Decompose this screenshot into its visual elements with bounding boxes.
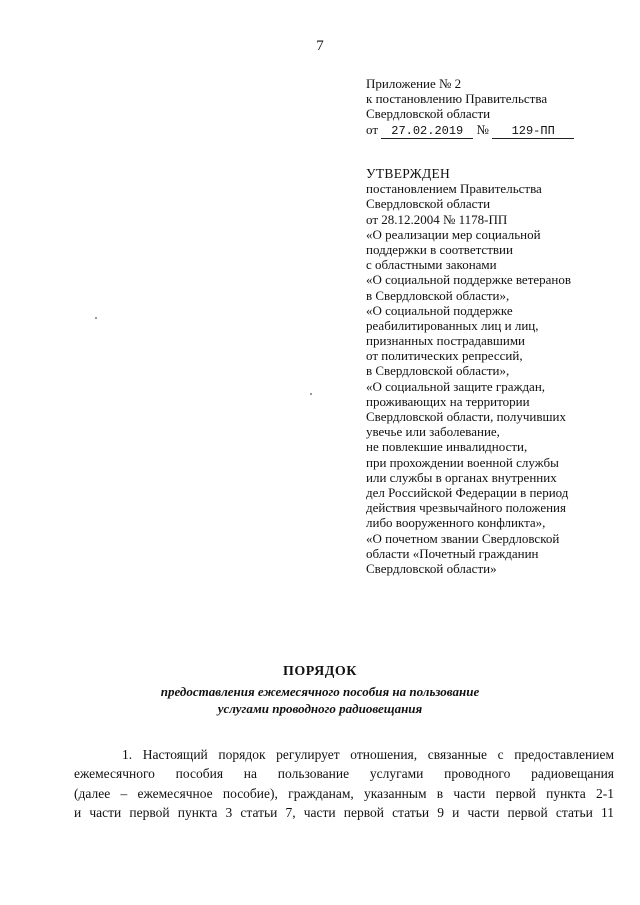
approval-line: признанных пострадавшими [366,333,526,349]
approval-line: проживающих на территории [366,393,530,409]
scan-speck [310,393,312,395]
document-subtitle-line-1: предоставления ежемесячного пособия на пользование [160,684,480,699]
appendix-block [366,76,574,137]
approval-line: или службы в органах внутренних [366,469,557,485]
appendix-date-line [366,122,574,137]
body-text [74,745,614,822]
approval-line: реабилитированных лиц и лиц, [366,317,539,333]
number-prefix: № [476,121,489,137]
document-subtitle-line-2: услугами проводного радиовещания [217,701,423,716]
approval-line: в Свердловской области», [366,363,510,379]
approval-line: «О социальной защите граждан, [366,378,546,394]
approval-lines [366,181,571,576]
document-date: 27.02.2019 [381,125,473,139]
approval-line: «О социальной поддержке ветеранов [366,272,572,288]
approval-line: постановлением Правительства [366,181,542,197]
approval-line: Свердловской области» [366,560,497,576]
appendix-line: Приложение № 2 [366,76,462,91]
approval-line: увечье или заболевание, [366,424,500,440]
approval-line: от 28.12.2004 № 1178-ПП [366,211,508,227]
approval-line: дел Российской Федерации в период [366,484,569,500]
approval-line: не повлекшие инвалидности, [366,439,528,455]
appendix-line: к постановлению Правительства [366,91,548,107]
approval-line: в Свердловской области», [366,287,510,303]
approval-line: действия чрезвычайного положения [366,500,566,516]
approval-line: от политических репрессий, [366,348,523,364]
document-title: ПОРЯДОК [283,664,357,679]
approval-line: «О реализации мер социальной [366,226,541,242]
approval-line: с областными законами [366,257,497,273]
approval-line: поддержки в соответствии [366,241,513,257]
approval-line: «О почетном звании Свердловской [366,530,560,546]
appendix-line: Свердловской области [366,106,491,122]
approval-line: либо вооруженного конфликта», [366,515,546,531]
approval-line: Свердловской области [366,196,491,212]
body-line: (далее – ежемесячное пособие), гражданам, указанным в части первой пункта 2-1 [74,785,614,801]
body-line: ежемесячного пособия на пользование услугами проводного радиовещания [74,766,614,782]
body-line: и части первой пункта 3 статьи 7, части первой статьи 9 и части первой статьи 11 [74,804,614,820]
page-number: 7 [316,38,324,54]
scan-speck [95,317,97,319]
body-line: 1. Настоящий порядок регулирует отношения, связанные с предоставлением [122,747,614,762]
document-number: 129-ПП [492,125,574,139]
approval-block [366,166,571,576]
date-prefix: от [366,121,379,137]
approval-line: области «Почетный гражданин [366,545,539,561]
approval-line: Свердловской области, получивших [366,409,566,424]
approval-line: «О социальной поддержке [366,302,513,318]
approval-line: при прохождении военной службы [366,454,559,470]
approval-heading: УТВЕРЖДЕН [366,166,451,181]
